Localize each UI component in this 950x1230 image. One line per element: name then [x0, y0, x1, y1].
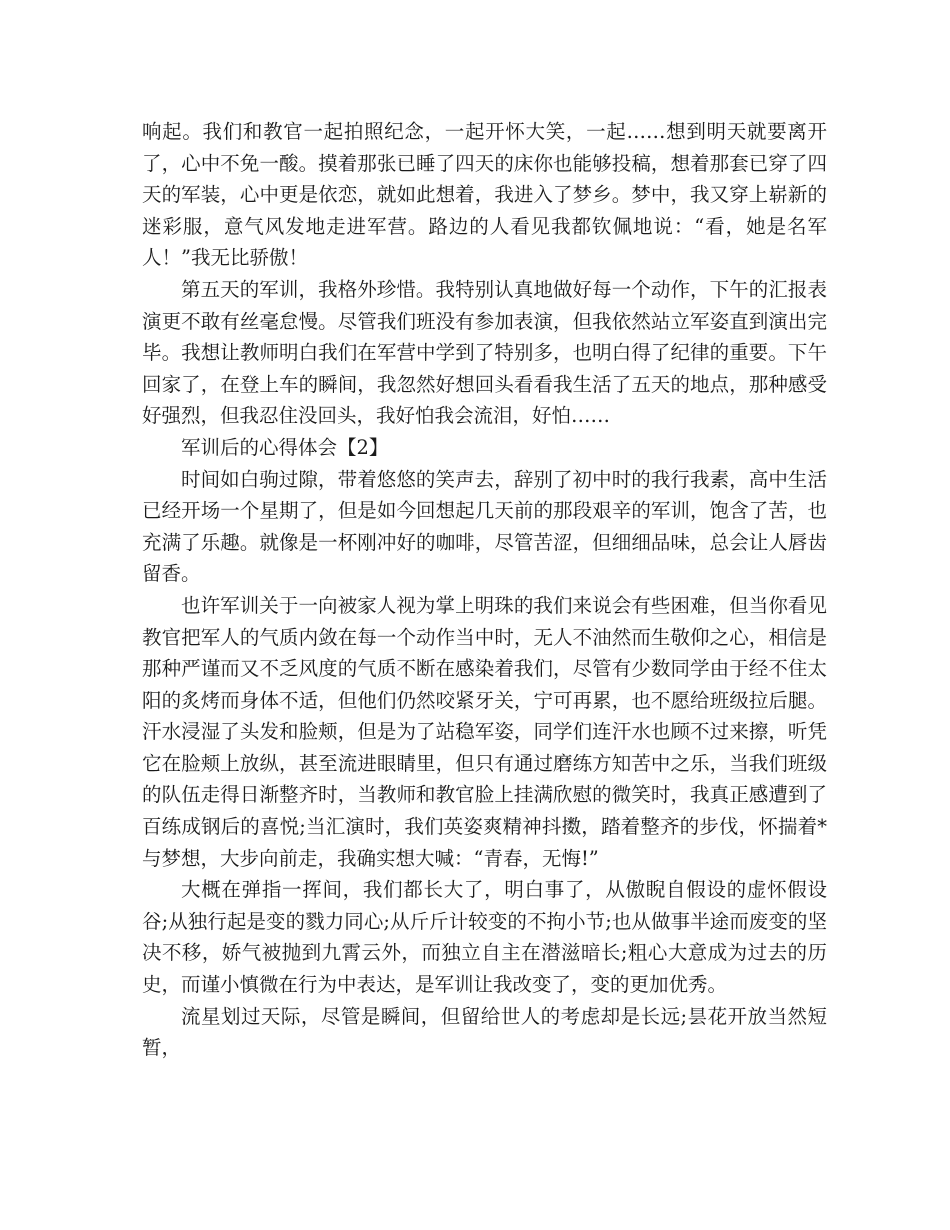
- paragraph-1: 响起。我们和教官一起拍照纪念，一起开怀大笑，一起……想到明天就要离开了，心中不免一酸。摸着那张已睡了四天的床你也能够投稿，想着那套已穿了四天的军装，心中更是依恋，就如此想着，我进入了梦乡。梦中，我又穿上崭新的迷彩服，意气风发地走进军营。路边的人看见我都钦佩地说：“看，她是名军人！”我无比骄傲！: [142, 120, 827, 270]
- paragraph-6: 流星划过天际，尽管是瞬间，但留给世人的考虑却是长远;昙花开放当然短暂，: [142, 1004, 827, 1060]
- document-body: [142, 116, 827, 1064]
- section-heading: 军训后的心得体会【2】: [181, 435, 389, 459]
- paragraph-5: 大概在弹指一挥间，我们都长大了，明白事了，从傲睨自假设的虚怀假设谷;从独行起是变的戮力同心;从斤斤计较变的不拘小节;也从做事半途而废变的坚决不移，娇气被抛到九霄云外，而独立自主在潜滋暗长;粗心大意成为过去的历史，而谨小慎微在行为中表达，是军训让我改变了，变的更加优秀。: [142, 878, 827, 997]
- paragraph-3: 时间如白驹过隙，带着悠悠的笑声去，辞别了初中时的我行我素，高中生活已经开场一个星期了，但是如今回想起几天前的那段艰辛的军训，饱含了苦，也充满了乐趣。就像是一杯刚冲好的咖啡，尽管苦涩，但细细品味，总会让人唇齿留香。: [142, 467, 827, 586]
- paragraph-2: 第五天的军训，我格外珍惜。我特别认真地做好每一个动作，下午的汇报表演更不敢有丝毫怠慢。尽管我们班没有参加表演，但我依然站立军姿直到演出完毕。我想让教师明白我们在军营中学到了特别多，也明白得了纪律的重要。下午回家了，在登上车的瞬间，我忽然好想回头看看我生活了五天的地点，那种感受好强烈，但我忍住没回头，我好怕我会流泪，好怕……: [142, 277, 827, 428]
- paragraph-4: 也许军训关于一向被家人视为掌上明珠的我们来说会有些困难，但当你看见教官把军人的气质内敛在每一个动作当中时，无人不油然而生敬仰之心，相信是那种严谨而又不乏风度的气质不断在感染着我们，尽管有少数同学由于经不住太阳的炙烤而身体不适，但他们仍然咬紧牙关，宁可再累，也不愿给班级拉后腿。汗水浸湿了头发和脸颊，但是为了站稳军姿，同学们连汗水也顾不过来擦，听凭它在脸颊上放纵，甚至流进眼睛里，但只有通过磨练方知苦中之乐，当我们班级的队伍走得日渐整齐时，当教师和教官脸上挂满欣慰的微笑时，我真正感遭到了百练成钢后的喜悦;当汇演时，我们英姿爽精神抖擞，踏着整齐的步伐，怀揣着*与梦想，大步向前走，我确实想大喊：“青春，无悔!”: [142, 593, 827, 870]
